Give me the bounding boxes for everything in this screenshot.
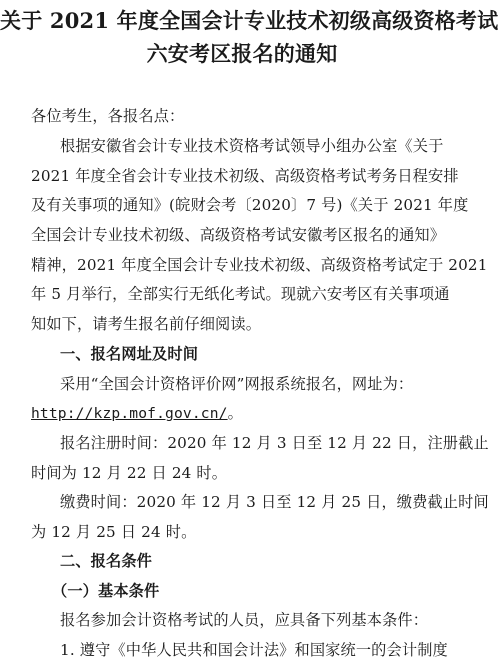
register-time-line-1: 报名注册时间：2020 年 12 月 3 日至 12 月 22 日，注册截止 [60,434,489,452]
basic-conditions-heading: （一）基本条件 [52,582,160,600]
intro-line-6: 年 5 月举行，全部实行无纸化考试。现就六安考区有关事项通 [31,285,450,303]
payment-time-line-2: 为 12 月 25 日 24 时。 [31,523,197,541]
intro-line-4: 全国会计专业技术初级、高级资格考试安徽考区报名的通知》 [31,226,446,244]
document-title-line-2: 六安考区报名的通知 [146,41,338,66]
intro-line-3: 及有关事项的通知》(皖财会考〔2020〕7 号)《关于 2021 年度 [31,196,469,214]
registration-system-text: 采用“全国会计资格评价网”网报系统报名，网址为： [60,375,414,393]
registration-url-line [31,403,243,424]
register-time-line-2: 时间为 12 月 22 日 24 时。 [31,464,228,482]
document-title-line-1: 关于 2021 年度全国会计专业技术初级高级资格考试 [0,8,498,33]
payment-time-line-1: 缴费时间：2020 年 12 月 3 日至 12 月 25 日，缴费截止时间 [60,493,489,511]
basic-conditions-intro: 报名参加会计资格考试的人员，应具备下列基本条件： [60,611,429,629]
intro-line-5: 精神，2021 年度全国会计专业技术初级、高级资格考试定于 2021 [31,256,488,274]
condition-item-1: 1. 遵守《中华人民共和国会计法》和国家统一的会计制度 [60,641,448,659]
intro-line-2: 2021 年度全省会计专业技术初级、高级资格考试考务日程安排 [31,167,459,185]
registration-url-suffix: 。 [227,404,243,422]
intro-line-7: 知如下，请考生报名前仔细阅读。 [31,315,262,333]
registration-url-link[interactable]: http://kzp.mof.gov.cn/ [31,405,228,422]
section-2-heading: 二、报名条件 [60,552,153,570]
section-1-heading: 一、报名网址及时间 [60,345,199,363]
intro-line-1: 根据安徽省会计专业技术资格考试领导小组办公室《关于 [60,137,444,155]
salutation: 各位考生，各报名点： [31,107,185,125]
